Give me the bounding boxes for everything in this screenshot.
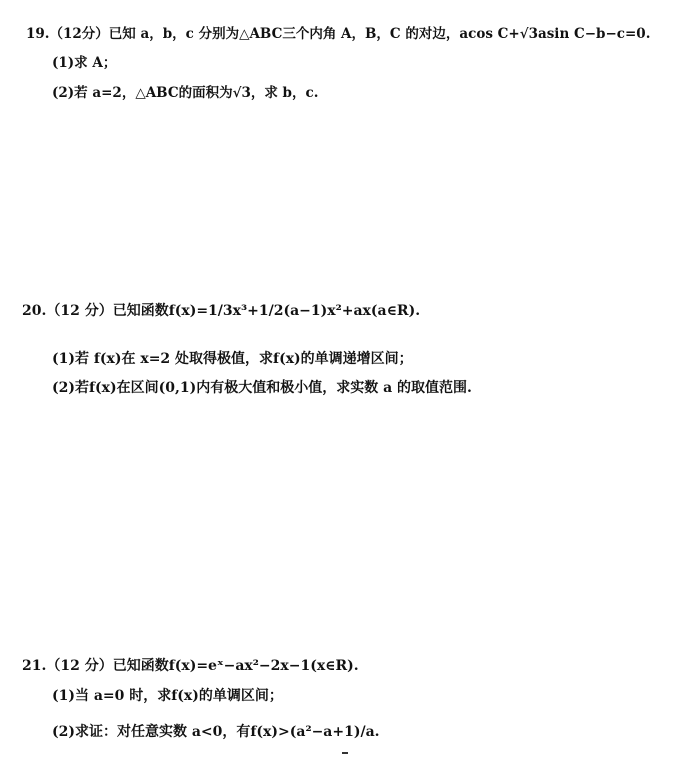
problem-21-statement: 21.（12 分）已知函数f(x)=eˣ−ax²−2x−1(x∈R). [22,658,359,674]
problem-21-part-2: (2)求证：对任意实数 a<0，有f(x)>(a²−a+1)/a. [52,724,380,740]
problem-19-part-2: (2)若 a=2，△ABC的面积为√3，求 b，c. [52,85,319,101]
problem-20-part-1: (1)若 f(x)在 x=2 处取得极值，求f(x)的单调递增区间； [52,351,413,367]
problem-21-part-1: (1)当 a=0 时，求f(x)的单调区间； [52,688,283,704]
problem-20-part-2: (2)若f(x)在区间(0,1)内有极大值和极小值，求实数 a 的取值范围. [52,380,472,396]
problem-20-statement: 20.（12 分）已知函数f(x)=1/3x³+1/2(a−1)x²+ax(a∈R). [22,303,421,319]
page-mark [342,752,348,754]
problem-19-statement: 19.（12分）已知 a，b，c 分别为△ABC三个内角 A，B，C 的对边，acos C+√3asin C−b−c=0. [26,26,651,42]
problem-19-part-1: (1)求 A； [52,55,117,71]
